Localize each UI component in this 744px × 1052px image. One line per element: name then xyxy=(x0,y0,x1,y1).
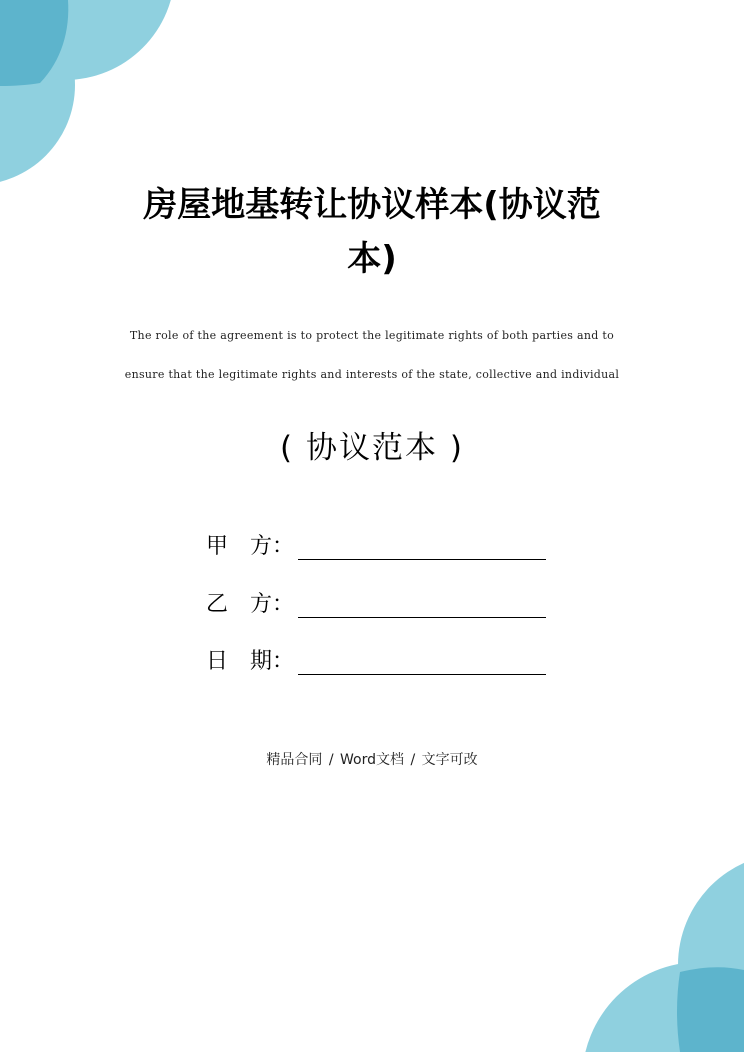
subtitle-line-1: The role of the agreement is to protect the legitimate rights of both parties and to xyxy=(129,329,615,342)
party-a-label: 甲 方： xyxy=(206,534,295,559)
bottom-right-shapes xyxy=(582,853,744,1052)
party-a-field xyxy=(206,530,546,560)
document-title xyxy=(0,178,744,286)
subtitle-line-2: ensure that the legitimate rights and interests of the state, collective and individual xyxy=(124,368,620,381)
date-label: 日 期： xyxy=(206,649,295,674)
br-overlap xyxy=(677,967,744,1052)
top-left-shapes xyxy=(0,0,175,185)
category-label: ( 协议范本 ) xyxy=(280,430,464,466)
party-b-field xyxy=(206,588,546,618)
party-b-label: 乙 方： xyxy=(206,592,295,617)
date-field xyxy=(206,645,546,675)
party-a-blank-line[interactable] xyxy=(298,535,546,560)
footer-note: 精品合同 / Word文档 / 文字可改 xyxy=(266,752,478,768)
title-line-1: 房屋地基转让协议样本(协议范 xyxy=(143,185,601,225)
party-b-blank-line[interactable] xyxy=(298,593,546,618)
title-line-2: 本) xyxy=(347,239,397,279)
date-blank-line[interactable] xyxy=(298,650,546,675)
